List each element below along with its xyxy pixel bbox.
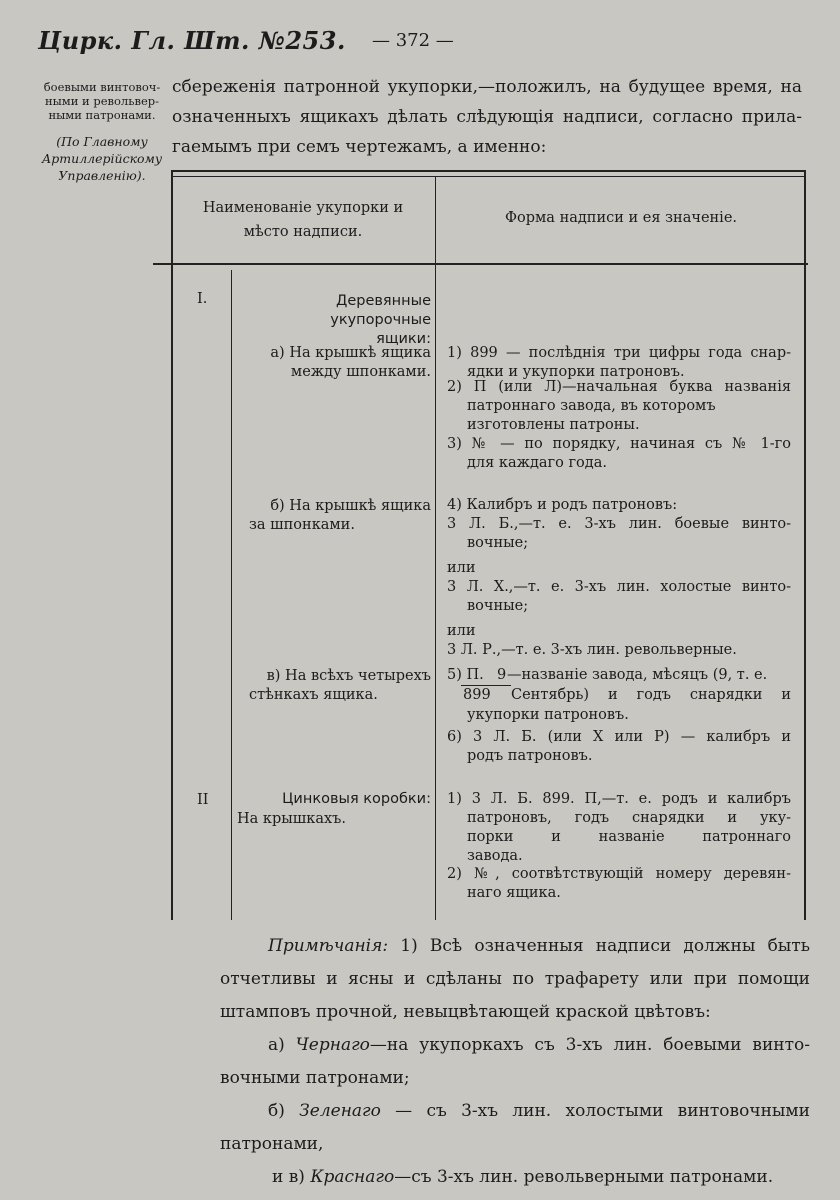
item-line: вочные;	[467, 598, 529, 614]
item5-line3: укупорки патроновъ.	[467, 707, 629, 723]
location-line: а) На крышкѣ ящика	[270, 345, 431, 361]
notes-text: —съ 3-хъ лин. револьверными патронами.	[394, 1167, 774, 1187]
notes-text: б)	[268, 1101, 300, 1121]
table-right-border	[804, 170, 806, 920]
item-line: патроннаго завода, въ которомъ	[467, 398, 716, 414]
zinc-item-2	[447, 865, 791, 903]
table-left-border	[171, 170, 173, 920]
notes-text: —на укупоркахъ съ 3-хъ лин. боевыми винто-	[369, 1035, 810, 1055]
number-column-divider	[231, 270, 232, 920]
section-title: Цинковыя коробки:	[282, 791, 431, 807]
column-header-packing	[175, 196, 431, 244]
location-lids: На крышкахъ.	[237, 811, 346, 827]
notes-text: 1) Всѣ означенныя надписи должны быть	[388, 936, 810, 956]
notes-line	[268, 930, 810, 963]
zinc-item-1	[447, 790, 791, 866]
item-line: 1) 899 — послѣднія три цифры года снар-	[447, 345, 791, 361]
margin-source-line: (По Главному	[56, 134, 148, 149]
color-green: Зеленаго	[299, 1101, 381, 1121]
notes-line-black	[268, 1029, 810, 1062]
table-top-border	[171, 170, 806, 172]
notes-line-green	[268, 1095, 810, 1128]
item-line: наго ящика.	[467, 885, 561, 901]
item-5	[447, 666, 791, 726]
header-divider	[153, 263, 808, 265]
margin-note	[36, 80, 168, 122]
intro-line: означенныхъ ящикахъ дѣлать слѣдующія надписи, согласно прила-	[172, 107, 802, 127]
location-c	[237, 667, 431, 705]
item-line: или	[447, 623, 476, 639]
margin-source	[36, 133, 168, 184]
intro-line: гаемымъ при семъ чертежамъ, а именно:	[172, 137, 547, 157]
item-1	[447, 344, 791, 382]
item-line: вочные;	[467, 535, 529, 551]
item-line: 2) П (или Л)—начальная буква названія	[447, 379, 791, 395]
notes-line-red	[272, 1161, 810, 1194]
item-line: ядки и укупорки патроновъ.	[467, 364, 685, 380]
section-number: I.	[197, 291, 208, 307]
item-line: патроновъ, годъ снарядки и уку-	[467, 810, 791, 826]
color-black: Чернаго	[295, 1035, 370, 1055]
notes-line: вочными патронами;	[220, 1068, 410, 1088]
item5-year: 899	[463, 687, 491, 703]
column-header-line: Наименованіе укупорки и	[202, 200, 404, 216]
section-number: II	[197, 792, 209, 808]
item5-line2: Сентябрь) и годъ снарядки и	[511, 687, 791, 703]
item-line: изготовлены патроны.	[467, 417, 640, 433]
notes-text: и в)	[272, 1167, 311, 1187]
item-line: родъ патроновъ.	[467, 748, 593, 764]
notes-line: штамповъ прочной, невыцвѣтающей краской цвѣтовъ:	[220, 1002, 711, 1022]
margin-source-line: Артиллерійскому	[41, 151, 163, 166]
section-title-line: Деревянные укупорочные	[330, 293, 431, 328]
margin-note-line: боевыми винтовоч-	[43, 80, 161, 94]
intro-line: сбереженія патронной укупорки,—положилъ, на будущее время, на	[172, 77, 802, 97]
item-line: 6) 3 Л. Б. (или Х или Р) — калибръ и	[447, 729, 791, 745]
inscription-table	[153, 170, 808, 920]
item5-prefix: 5) П.	[447, 667, 484, 683]
notes-text: — съ 3-хъ лин. холостыми винтовочными	[380, 1101, 810, 1121]
item-line: 3 Л. Б.,—т. е. 3-хъ лин. боевые винто-	[447, 516, 791, 532]
notes-section	[220, 930, 810, 1194]
location-line: за шпонками.	[249, 517, 355, 533]
section-title-line: ящики:	[376, 331, 431, 347]
margin-note-line: ными и револьвер-	[44, 94, 160, 108]
color-red: Краснаго	[310, 1167, 395, 1187]
item5-month: 9	[497, 667, 507, 683]
column-divider	[435, 176, 436, 920]
notes-text: а)	[268, 1035, 296, 1055]
item-4	[447, 496, 791, 660]
item-line: для каждаго года.	[467, 455, 607, 471]
item-line: 3 Л. Р.,—т. е. 3-хъ лин. револьверные.	[447, 642, 737, 658]
item5-line1: —названіе завода, мѣсяцъ (9, т. е.	[507, 667, 768, 683]
section-title	[237, 292, 431, 349]
margin-source-line: Управленію).	[58, 168, 146, 183]
notes-line: патронами,	[220, 1134, 324, 1154]
item-6	[447, 728, 791, 766]
column-header-form: Форма надписи и ея значеніе.	[504, 210, 738, 226]
item-line: порки и названіе патроннаго	[467, 829, 791, 845]
item-line: 3 Л. Х.,—т. е. 3-хъ лин. холостые винто-	[447, 579, 791, 595]
location-line: стѣнкахъ ящика.	[249, 687, 378, 703]
intro-paragraph	[172, 72, 802, 162]
margin-note-line: ными патронами.	[48, 108, 156, 122]
location-a	[237, 344, 431, 382]
location-b	[237, 497, 431, 535]
item-line: или	[447, 560, 476, 576]
item-2	[447, 378, 791, 435]
item-line: 3) № — по порядку, начиная съ № 1-го	[447, 436, 791, 452]
column-header-line: мѣсто надписи.	[243, 224, 363, 240]
location-line: между шпонками.	[290, 364, 431, 380]
location-line: в) На всѣхъ четырехъ	[266, 668, 431, 684]
circular-title: Цирк. Гл. Шт. №253.	[38, 26, 346, 55]
item-3	[447, 435, 791, 473]
item-line: завода.	[467, 848, 523, 864]
table-top-border-thin	[171, 176, 806, 177]
notes-line: отчетливы и ясны и сдѣланы по трафарету или при помощи	[220, 969, 810, 989]
location-line: б) На крышкѣ ящика	[270, 498, 431, 514]
item-line: 1) 3 Л. Б. 899. П,—т. е. родъ и калибръ	[447, 791, 791, 807]
page-number: — 372 —	[372, 30, 454, 51]
item-line: 4) Калибръ и родъ патроновъ:	[447, 497, 678, 513]
notes-heading: Примѣчанія:	[268, 936, 389, 956]
item-line: 2) №, соотвѣтствующій номеру деревян-	[447, 866, 791, 882]
